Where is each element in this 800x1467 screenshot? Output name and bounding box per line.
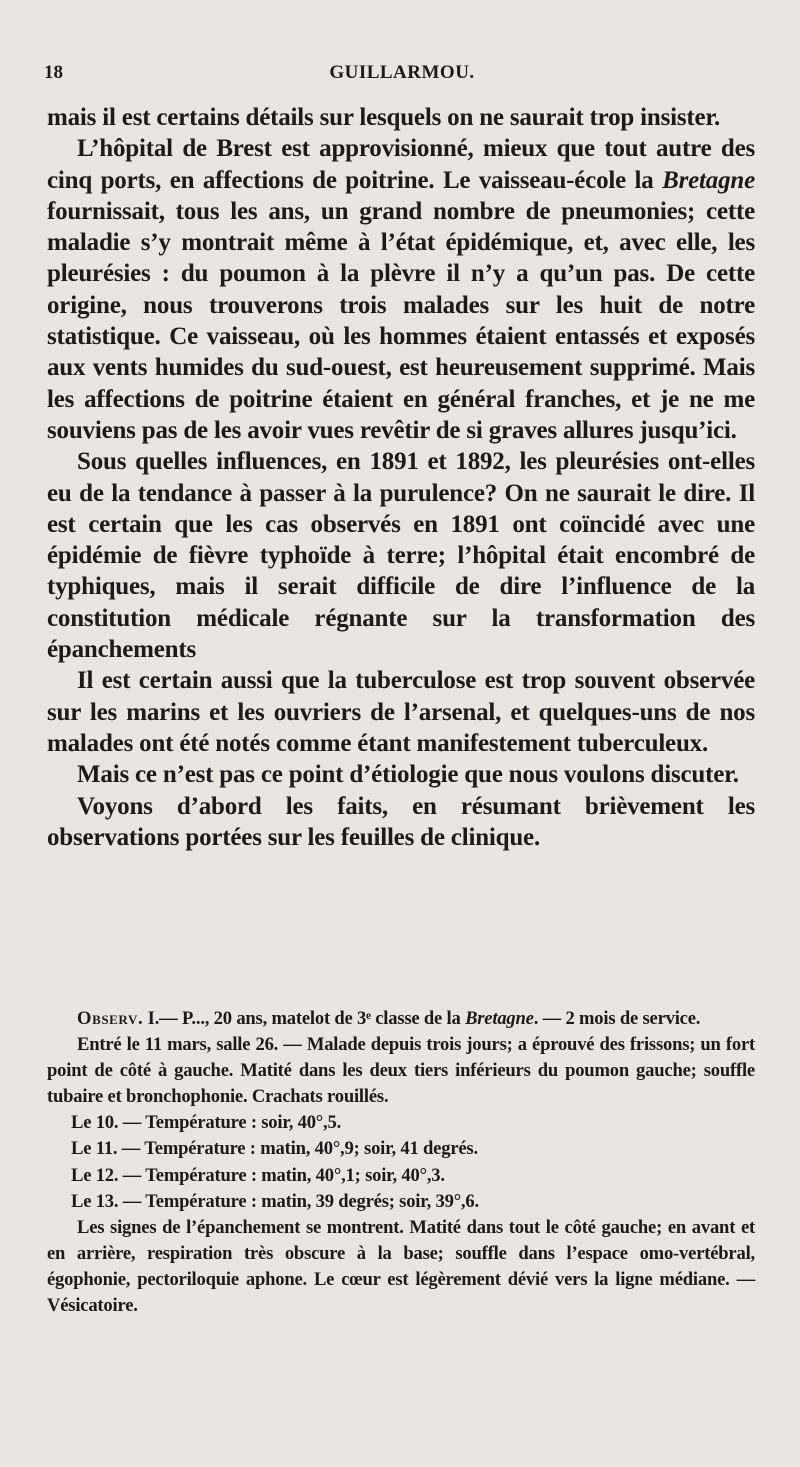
ship-name: Bretagne [465, 1008, 534, 1029]
paragraph-facts: Voyons d’abord les faits, en résumant brièvement les observations portées sur les feuilles de clinique. [47, 792, 755, 851]
observation-heading-text: . — 2 mois de service. [533, 1008, 701, 1029]
temperature-line: Le 11. — Température : matin, 40°,9; soir, 41 degrés. [71, 1138, 478, 1160]
observation-entry: Entré le 11 mars, salle 26. — Malade depuis trois jours; a éprouvé des frissons; un fort point de côté à gauche. Matité dans les deux tiers inférieurs du poumon gauche; souffle tubaire et bronchophonie. Crachats rouillés. [47, 1034, 755, 1108]
running-head [44, 62, 760, 92]
paragraph-continued: mais il est certains détails sur lesquels on ne saurait trop insister. [47, 104, 721, 131]
observation-signs: Les signes de l’épanchement se montrent. Matité dans tout le côté gauche; en avant et en arrière, respiration très obscure à la base; souffle dans l’espace omo-vertébral, égophonie, pectoriloquie aphone. Le cœur est légèrement dévié vers la ligne médiane. — Vésicatoire. [47, 1216, 755, 1317]
paragraph-text: fournissait, tous les ans, un grand nombre de pneumonies; cette maladie s’y montrait même à l’état épidémique, et, avec elle, les pleurésies : du poumon à la plèvre il n’y a qu’un pas. De cette origine, nous trouverons trois malades sur les huit de notre statistique. Ce vaisseau, où les hommes étaient entassés et exposés aux vents humides du sud-ouest, est heureusement supprimé. Mais les affections de poitrine étaient en général franches, et je ne me souviens pas de les avoir vues revêtir de si graves allures jusqu’ici. [47, 197, 755, 444]
paragraph-influences: Sous quelles influences, en 1891 et 1892, les pleurésies ont-elles eu de la tendance à passer à la purulence? On ne saurait le dire. Il est certain que les cas observés en 1891 ont coïncidé avec une épidémie de fièvre typhoïde à terre; l’hôpital était encombré de typhiques, mais il serait difficile de dire l’influence de la constitution médicale régnante sur la transformation des épanchements [47, 448, 755, 664]
running-title: GUILLARMOU. [329, 62, 475, 83]
temperature-line: Le 13. — Température : matin, 39 degrés; soir, 39°,6. [71, 1190, 479, 1212]
main-text [47, 102, 755, 853]
observation-heading-text: I.— P..., 20 ans, matelot de 3ᵉ classe de la [143, 1008, 466, 1029]
paragraph-etiology: Mais ce n’est pas ce point d’étiologie que nous voulons discuter. [77, 761, 739, 789]
page-number: 18 [44, 62, 63, 83]
temperature-line: Le 10. — Température : soir, 40°,5. [71, 1112, 342, 1134]
observation-label: Observ. [77, 1008, 144, 1029]
observation-heading [47, 1006, 755, 1032]
paragraph-tuberculosis: Il est certain aussi que la tuberculose est trop souvent observée sur les marins et les ouvriers de l’arsenal, et quelques-uns de nos malades ont été notés comme étant manifestement tuberculeux. [47, 667, 755, 757]
paragraph-brest-hospital [47, 133, 755, 446]
paragraph-text: L’hôpital de Brest est approvisionné, mieux que tout autre des cinq ports, en affections de poitrine. Le vaisseau-école la [47, 135, 755, 194]
observation-block [47, 1006, 755, 1319]
ship-name: Bretagne [662, 166, 755, 194]
temperature-line: Le 12. — Température : matin, 40°,1; soir, 40°,3. [71, 1164, 445, 1186]
